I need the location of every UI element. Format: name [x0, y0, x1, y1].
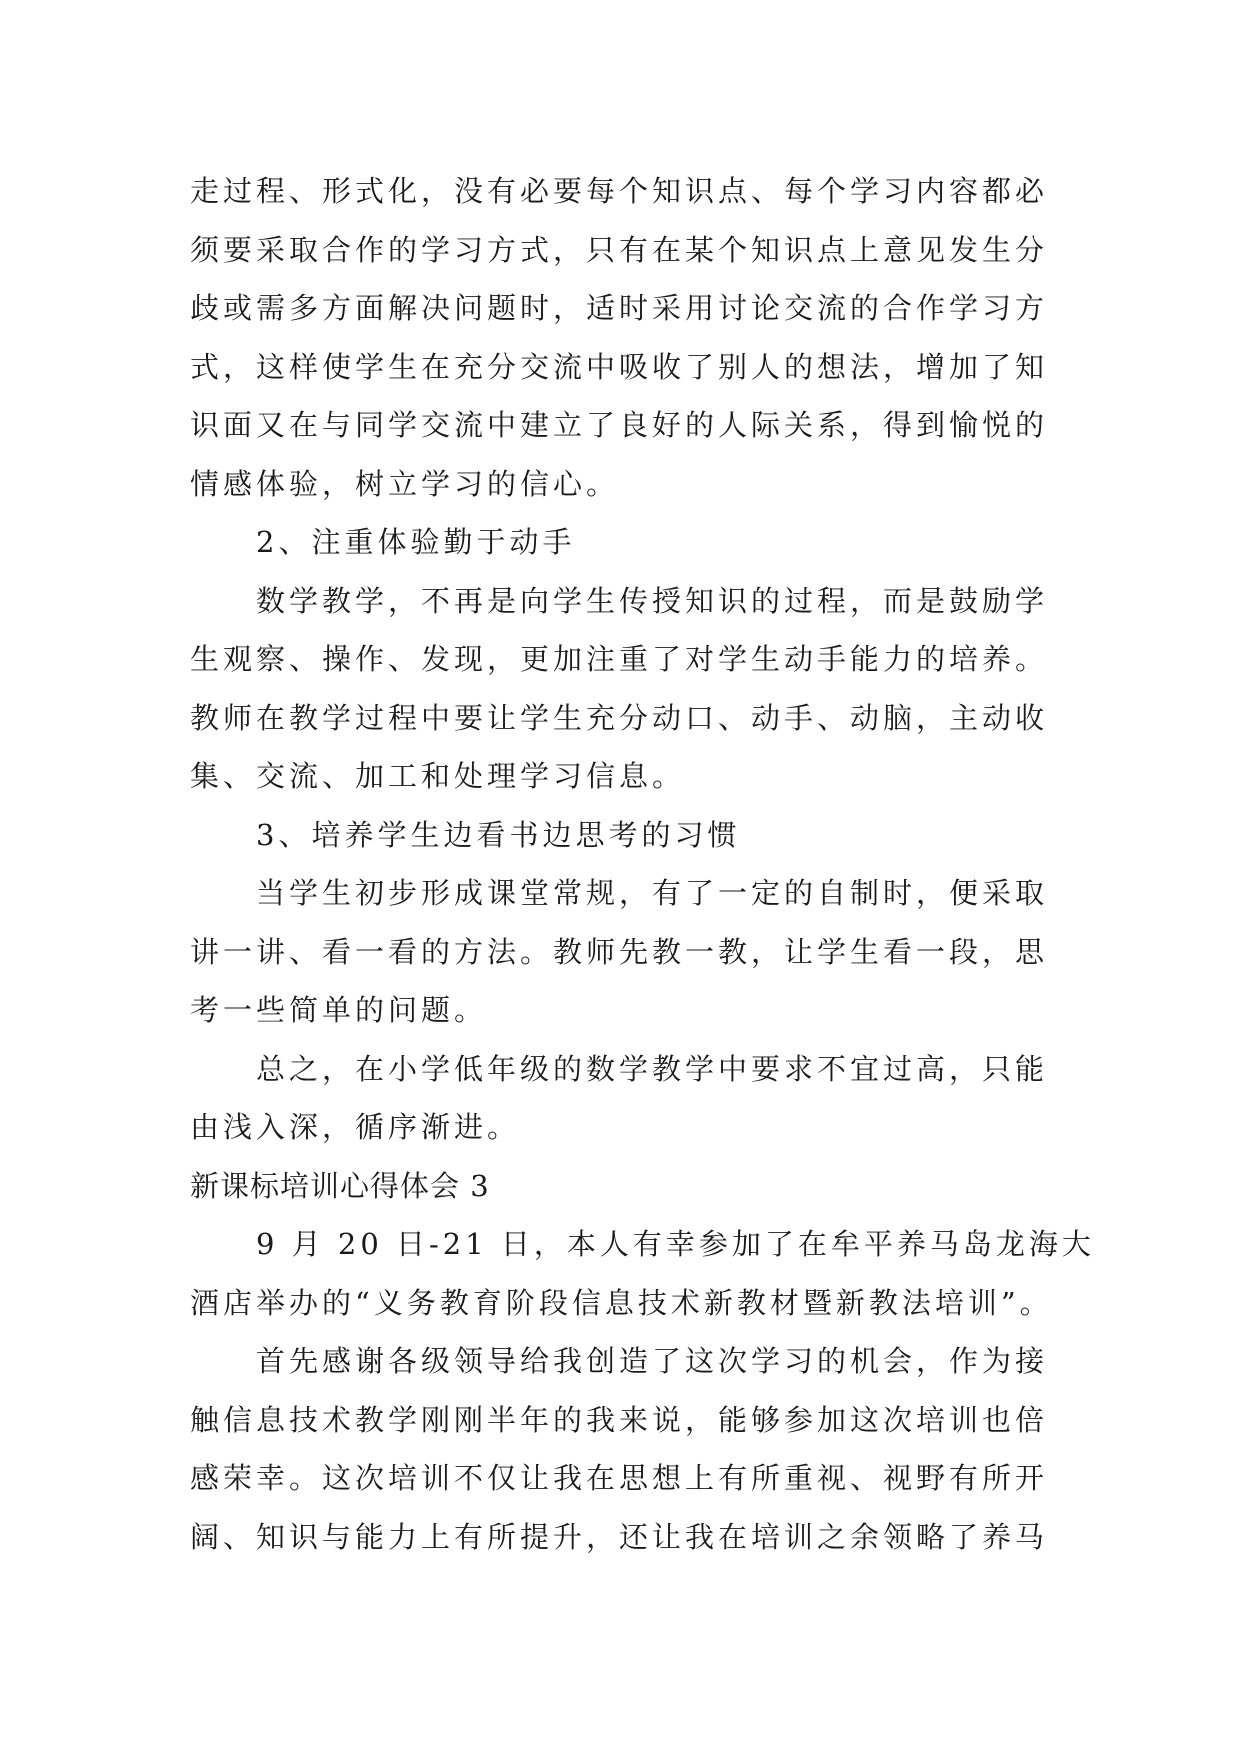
text-line: 须要采取合作的学习方式，只有在某个知识点上意见发生分 — [190, 232, 1049, 267]
text-line: 歧或需多方面解决问题时，适时采用讨论交流的合作学习方 — [190, 291, 1049, 325]
text-line: 集、交流、加工和处理学习信息。 — [190, 759, 686, 793]
text-line: 识面又在与同学交流中建立了良好的人际关系，得到愉悦的 — [190, 408, 1049, 442]
text-line: 触信息技术教学刚刚半年的我来说，能够参加这次培训也倍 — [190, 1402, 1049, 1437]
section-heading: 3、培养学生边看书边思考的习惯 — [256, 817, 741, 852]
text-line: 酒店举办的“义务教育阶段信息技术新教材暨新教法培训”。 — [190, 1285, 1053, 1320]
text-line: 生观察、操作、发现，更加注重了对学生动手能力的培养。 — [190, 642, 1049, 676]
text-line: 情感体验，树立学习的信心。 — [190, 466, 620, 501]
section-heading: 2、注重体验勤于动手 — [256, 525, 576, 559]
text-line: 教师在教学过程中要让学生充分动口、动手、动脑，主动收 — [190, 700, 1049, 735]
text-line: 感荣幸。这次培训不仅让我在思想上有所重视、视野有所开 — [190, 1461, 1049, 1495]
text-line: 由浅入深，循序渐进。 — [190, 1110, 521, 1144]
document-body — [190, 162, 1095, 1566]
text-line: 考一些简单的问题。 — [190, 993, 488, 1027]
text-line: 首先感谢各级领导给我创造了这次学习的机会，作为接 — [256, 1344, 1049, 1378]
text-line: 数学教学，不再是向学生传授知识的过程，而是鼓励学 — [256, 583, 1049, 618]
text-line: 式，这样使学生在充分交流中吸收了别人的想法，增加了知 — [190, 349, 1049, 384]
text-line: 讲一讲、看一看的方法。教师先教一教，让学生看一段，思 — [190, 934, 1049, 969]
text-line: 阔、知识与能力上有所提升，还让我在培训之余领略了养马 — [190, 1519, 1049, 1554]
text-line: 总之，在小学低年级的数学教学中要求不宜过高，只能 — [256, 1051, 1049, 1086]
article-title: 新课标培训心得体会 3 — [190, 1168, 490, 1203]
text-line: 走过程、形式化，没有必要每个知识点、每个学习内容都必 — [190, 174, 1049, 208]
text-line: 9 月 20 日-21 日，本人有幸参加了在牟平养马岛龙海大 — [256, 1227, 1095, 1261]
text-line: 当学生初步形成课堂常规，有了一定的自制时，便采取 — [256, 876, 1049, 910]
